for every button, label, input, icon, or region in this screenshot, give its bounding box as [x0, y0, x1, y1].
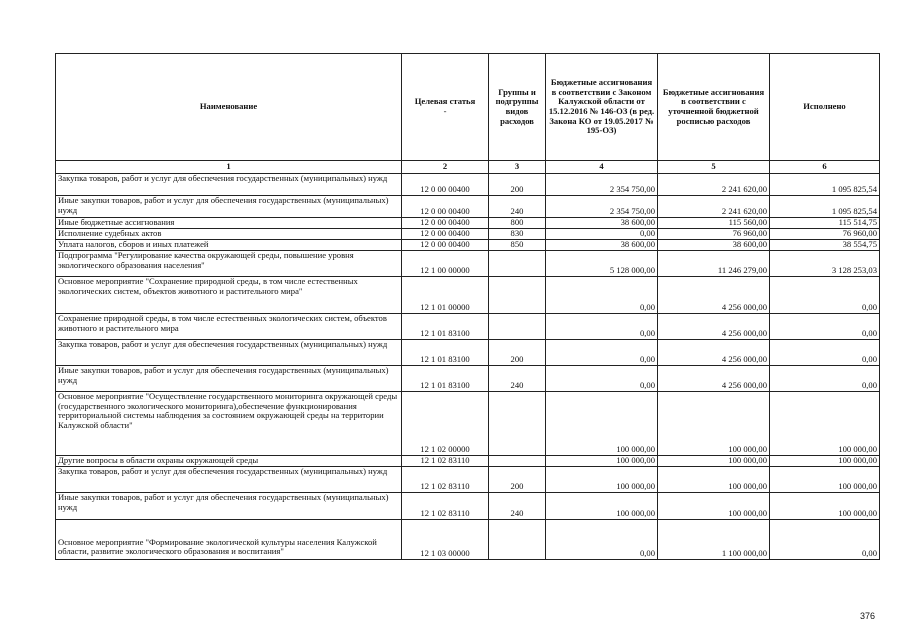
row-assign-revised: 11 246 279,00 [658, 251, 770, 277]
row-target-article: 12 1 00 00000 [402, 251, 489, 277]
table-header-row [56, 54, 880, 161]
row-executed: 100 000,00 [770, 467, 880, 493]
table-row [56, 493, 880, 520]
row-group [489, 456, 546, 467]
row-name: Иные закупки товаров, работ и услуг для обеспечения государственных (муниципальных) нужд [56, 366, 402, 392]
row-assign-law: 0,00 [546, 314, 658, 340]
row-assign-revised: 38 600,00 [658, 240, 770, 251]
row-target-article: 12 1 03 00000 [402, 520, 489, 560]
row-executed: 0,00 [770, 366, 880, 392]
row-assign-revised: 2 241 620,00 [658, 174, 770, 196]
row-name: Основное мероприятие "Формирование экологической культуры населения Калужской области, развитие экологического образования и воспитания" [56, 520, 402, 560]
row-assign-law: 100 000,00 [546, 493, 658, 520]
table-row [56, 340, 880, 366]
row-name: Подпрограмма "Регулирование качества окружающей среды, повышение уровня экологического образования населения" [56, 251, 402, 277]
column-number: 6 [770, 161, 880, 174]
row-assign-law: 0,00 [546, 277, 658, 314]
table-row [56, 392, 880, 456]
row-group [489, 251, 546, 277]
row-group: 200 [489, 467, 546, 493]
column-number: 5 [658, 161, 770, 174]
row-name: Сохранение природной среды, в том числе естественных экологических систем, объектов животного и растительного мира [56, 314, 402, 340]
row-name: Закупка товаров, работ и услуг для обеспечения государственных (муниципальных) нужд [56, 340, 402, 366]
table-row [56, 520, 880, 560]
row-executed: 100 000,00 [770, 456, 880, 467]
table-row [56, 467, 880, 493]
row-group: 830 [489, 229, 546, 240]
row-assign-revised: 100 000,00 [658, 456, 770, 467]
header-executed: Исполнено [770, 54, 880, 161]
row-group [489, 314, 546, 340]
row-target-article: 12 0 00 00400 [402, 196, 489, 218]
header-assign-law: Бюджетные ассигнования в соответствии с Законом Калужской области от 15.12.2016 № 146-ОЗ (в ред. Закона КО от 19.05.2017 № 195-ОЗ) [546, 54, 658, 161]
row-target-article: 12 1 01 83100 [402, 314, 489, 340]
row-group: 240 [489, 366, 546, 392]
row-assign-revised: 4 256 000,00 [658, 340, 770, 366]
row-assign-law: 0,00 [546, 340, 658, 366]
row-assign-law: 0,00 [546, 229, 658, 240]
row-executed: 76 960,00 [770, 229, 880, 240]
row-executed: 0,00 [770, 314, 880, 340]
row-assign-law: 0,00 [546, 366, 658, 392]
row-name: Закупка товаров, работ и услуг для обеспечения государственных (муниципальных) нужд [56, 174, 402, 196]
row-executed: 0,00 [770, 520, 880, 560]
row-executed: 38 554,75 [770, 240, 880, 251]
row-assign-revised: 4 256 000,00 [658, 277, 770, 314]
row-target-article: 12 1 02 83110 [402, 467, 489, 493]
row-assign-law: 5 128 000,00 [546, 251, 658, 277]
row-name: Иные закупки товаров, работ и услуг для обеспечения государственных (муниципальных) нужд [56, 196, 402, 218]
row-group [489, 520, 546, 560]
row-executed: 0,00 [770, 340, 880, 366]
table-row [56, 366, 880, 392]
row-name: Основное мероприятие "Осуществление государственного мониторинга окружающей среды (государственного экологического мониторинга),обеспечение функционирования территориальной системы наблюдения за состоянием окружающей среды на территории Калужской области" [56, 392, 402, 456]
row-assign-law: 38 600,00 [546, 218, 658, 229]
row-name: Уплата налогов, сборов и иных платежей [56, 240, 402, 251]
row-target-article: 12 1 01 83100 [402, 340, 489, 366]
row-group: 200 [489, 174, 546, 196]
row-group [489, 277, 546, 314]
row-target-article: 12 0 00 00400 [402, 229, 489, 240]
row-name: Иные бюджетные ассигнования [56, 218, 402, 229]
row-target-article: 12 0 00 00400 [402, 174, 489, 196]
row-assign-revised: 2 241 620,00 [658, 196, 770, 218]
row-assign-law: 38 600,00 [546, 240, 658, 251]
header-assign-revised: Бюджетные ассигнования в соответствии с уточненной бюджетной росписью расходов [658, 54, 770, 161]
header-groups: Группы и подгруппы видов расходов [489, 54, 546, 161]
row-assign-revised: 76 960,00 [658, 229, 770, 240]
row-group: 240 [489, 196, 546, 218]
row-assign-law: 100 000,00 [546, 467, 658, 493]
row-assign-law: 2 354 750,00 [546, 174, 658, 196]
table-row [56, 456, 880, 467]
table-row [56, 251, 880, 277]
row-target-article: 12 0 00 00400 [402, 240, 489, 251]
table-row [56, 277, 880, 314]
row-name: Основное мероприятие "Сохранение природной среды, в том числе естественных экологических систем, объектов животного и растительного мира" [56, 277, 402, 314]
column-number: 3 [489, 161, 546, 174]
table-row [56, 218, 880, 229]
row-target-article: 12 1 01 00000 [402, 277, 489, 314]
column-number: 2 [402, 161, 489, 174]
row-assign-law: 0,00 [546, 520, 658, 560]
row-group [489, 392, 546, 456]
column-numbers-row [56, 161, 880, 174]
column-number: 4 [546, 161, 658, 174]
header-name: Наименование [56, 54, 402, 161]
row-executed: 100 000,00 [770, 493, 880, 520]
row-assign-revised: 4 256 000,00 [658, 314, 770, 340]
row-name: Закупка товаров, работ и услуг для обеспечения государственных (муниципальных) нужд [56, 467, 402, 493]
row-group: 200 [489, 340, 546, 366]
page-number: 376 [859, 611, 875, 621]
row-assign-law: 2 354 750,00 [546, 196, 658, 218]
table-row [56, 174, 880, 196]
table-row [56, 240, 880, 251]
row-group: 800 [489, 218, 546, 229]
row-target-article: 12 1 02 83110 [402, 493, 489, 520]
row-assign-revised: 100 000,00 [658, 493, 770, 520]
row-assign-revised: 100 000,00 [658, 392, 770, 456]
row-executed: 1 095 825,54 [770, 174, 880, 196]
row-group: 850 [489, 240, 546, 251]
row-assign-law: 100 000,00 [546, 392, 658, 456]
row-name: Иные закупки товаров, работ и услуг для обеспечения государственных (муниципальных) нужд [56, 493, 402, 520]
budget-table [55, 53, 880, 560]
row-executed: 115 514,75 [770, 218, 880, 229]
row-name: Другие вопросы в области охраны окружающей среды [56, 456, 402, 467]
row-group: 240 [489, 493, 546, 520]
column-number: 1 [56, 161, 402, 174]
row-executed: 1 095 825,54 [770, 196, 880, 218]
table-row [56, 196, 880, 218]
row-target-article: 12 1 02 00000 [402, 392, 489, 456]
row-name: Исполнение судебных актов [56, 229, 402, 240]
row-target-article: 12 1 01 83100 [402, 366, 489, 392]
table-row [56, 314, 880, 340]
row-executed: 3 128 253,03 [770, 251, 880, 277]
table-row [56, 229, 880, 240]
row-assign-revised: 1 100 000,00 [658, 520, 770, 560]
row-target-article: 12 0 00 00400 [402, 218, 489, 229]
row-assign-revised: 4 256 000,00 [658, 366, 770, 392]
row-executed: 100 000,00 [770, 392, 880, 456]
header-target-article: Целевая статья - [402, 54, 489, 161]
row-executed: 0,00 [770, 277, 880, 314]
row-assign-revised: 115 560,00 [658, 218, 770, 229]
row-assign-revised: 100 000,00 [658, 467, 770, 493]
row-assign-law: 100 000,00 [546, 456, 658, 467]
row-target-article: 12 1 02 83110 [402, 456, 489, 467]
